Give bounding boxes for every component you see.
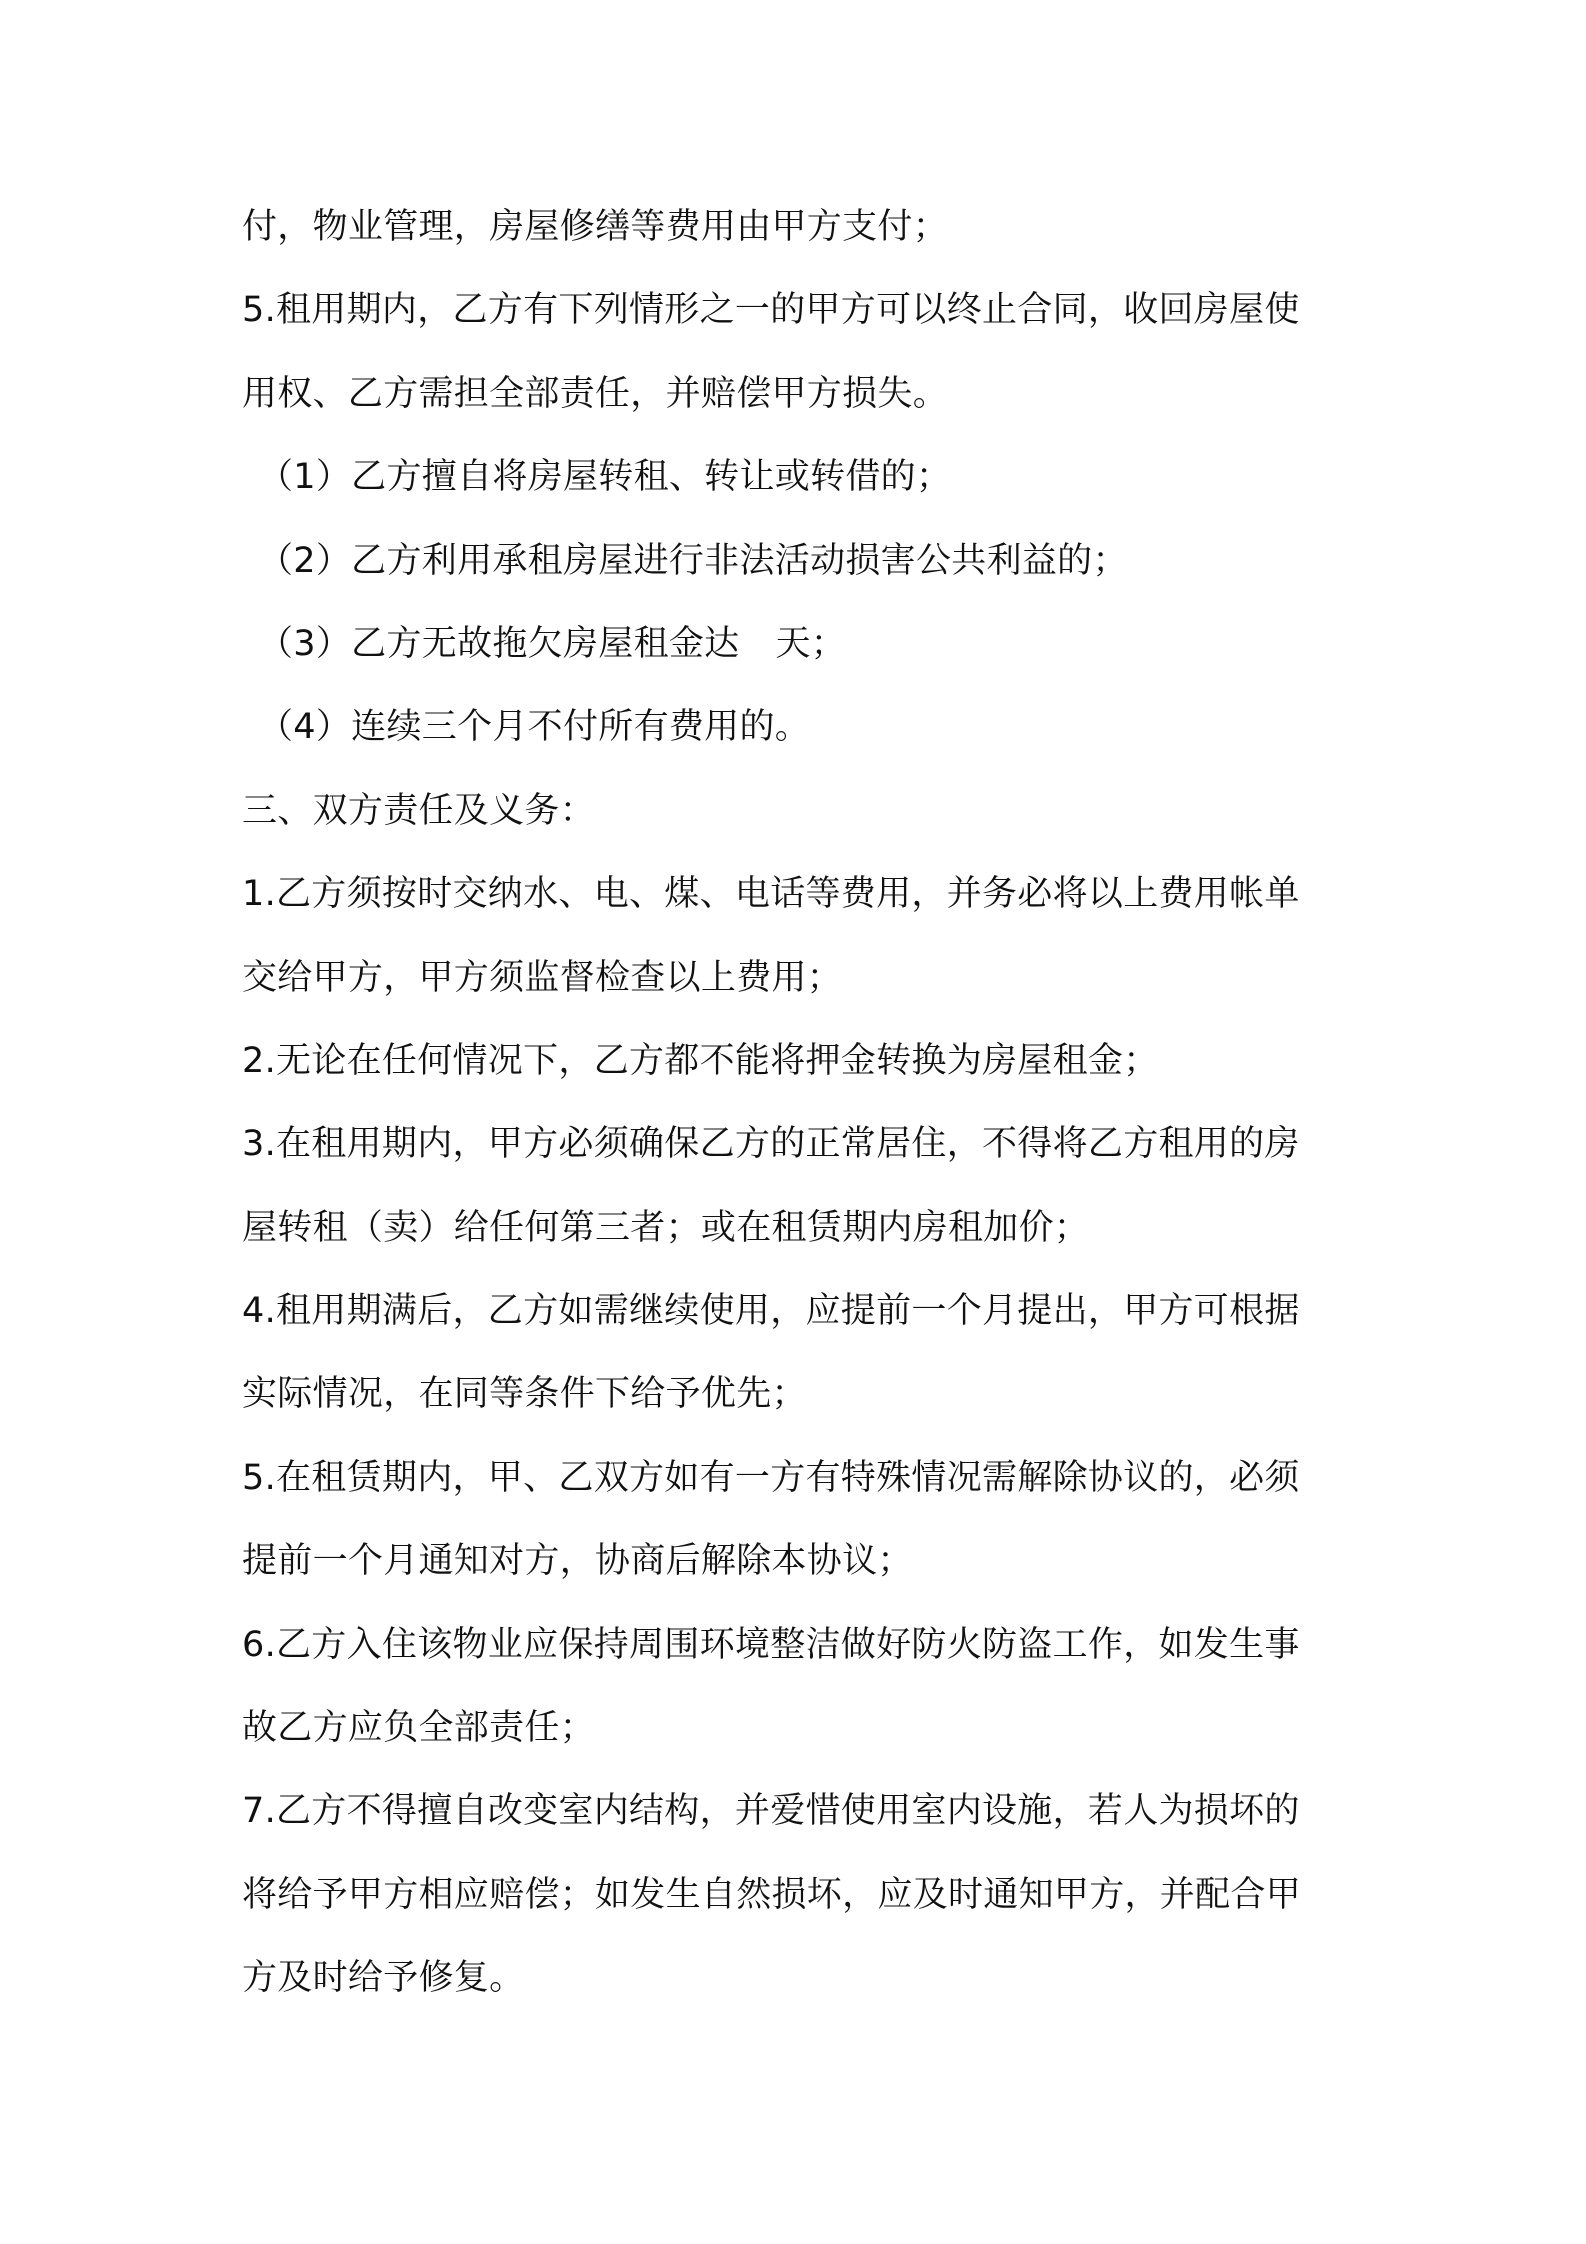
text-line: 5.在租赁期内，甲、乙双方如有一方有特殊情况需解除协议的，必须 <box>242 1457 1300 1498</box>
list-item-text: （3）乙方无故拖欠房屋租金达 <box>258 623 740 664</box>
text-line: 提前一个月通知对方，协商后解除本协议； <box>242 1541 913 1582</box>
list-item: （2）乙方利用承租房屋进行非法活动损害公共利益的； <box>258 540 1128 581</box>
list-item <box>242 613 1362 696</box>
text-line: 将给予甲方相应赔偿；如发生自然损坏，应及时通知甲方，并配合甲 <box>242 1874 1302 1915</box>
text-line: 6.乙方入住该物业应保持周围环境整洁做好防火防盗工作，如发生事 <box>242 1624 1300 1665</box>
text-line: 交给甲方，甲方须监督检查以上费用； <box>242 957 843 998</box>
text-line: 3.在租用期内，甲方必须确保乙方的正常居住，不得将乙方租用的房 <box>242 1124 1300 1165</box>
text-line: 付，物业管理，房屋修缮等费用由甲方支付； <box>242 207 949 247</box>
text-line: 1.乙方须按时交纳水、电、煤、电话等费用，并务必将以上费用帐单 <box>242 874 1300 915</box>
text-line: 5.租用期内，乙方有下列情形之一的甲方可以终止合同，收回房屋使 <box>242 290 1300 331</box>
text-line: 4.租用期满后，乙方如需继续使用，应提前一个月提出，甲方可根据 <box>242 1291 1300 1332</box>
text-line: 2.无论在任何情况下，乙方都不能将押金转换为房屋租金； <box>242 1040 1159 1081</box>
list-item: （4）连续三个月不付所有费用的。 <box>258 707 811 748</box>
text-line: 方及时给予修复。 <box>242 1958 525 1999</box>
text-line: 实际情况，在同等条件下给予优先； <box>242 1374 807 1415</box>
list-item: （1）乙方擅自将房屋转租、转让或转借的； <box>258 457 952 498</box>
text-line: 7.乙方不得擅自改变室内结构，并爱惜使用室内设施，若人为损坏的 <box>242 1791 1300 1832</box>
document-body <box>242 196 1362 2031</box>
section-heading: 三、双方责任及义务： <box>242 790 596 831</box>
list-item-text-end: 天； <box>775 623 847 664</box>
text-line: 用权、乙方需担全部责任，并赔偿甲方损失。 <box>242 373 949 414</box>
text-line: 故乙方应负全部责任； <box>242 1708 596 1749</box>
text-line: 屋转租（卖）给任何第三者；或在租赁期内房租加价； <box>242 1207 1090 1248</box>
